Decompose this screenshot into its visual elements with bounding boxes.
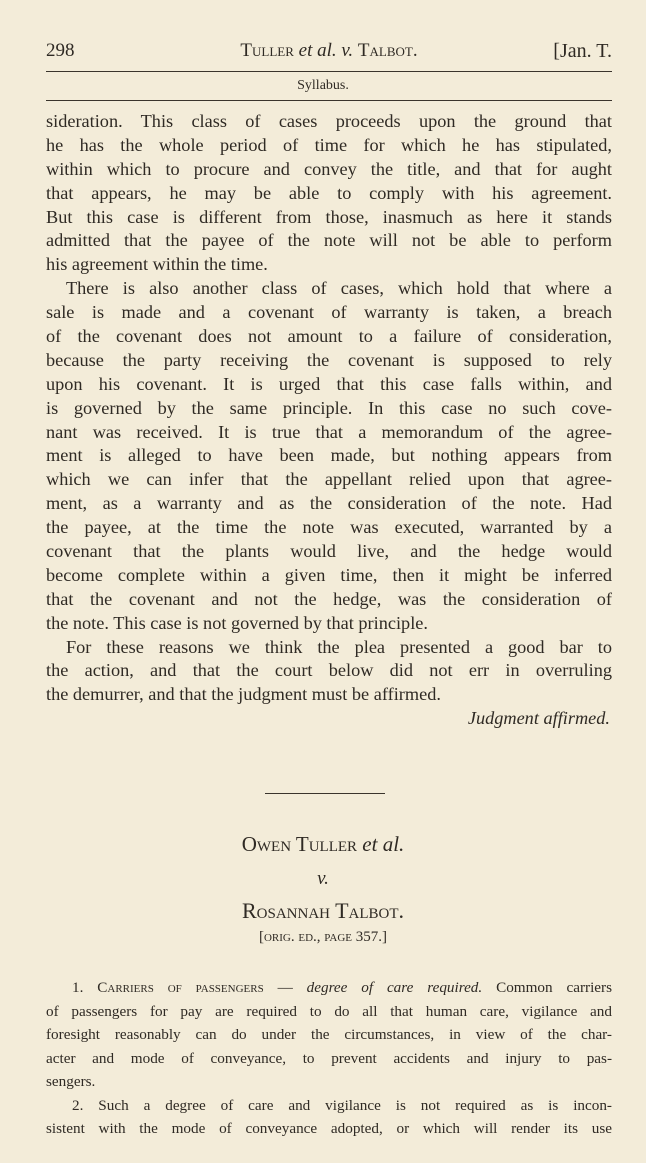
body-line: covenant that the plants would live, and the hedge would [46, 541, 612, 562]
page-number: 298 [46, 40, 75, 61]
body-line: For these reasons we think the plea presented a good bar to [66, 636, 612, 657]
plaintiff-etal: et al. [362, 832, 405, 856]
body-line: the demurrer, and that the judgment must be affirmed. [46, 684, 441, 705]
case-separator-rule [265, 793, 385, 794]
section-rule [46, 100, 612, 101]
body-line: ment is alleged to have been made, but nothing appears from [46, 445, 612, 466]
body-line: sale is made and a covenant of warranty is taken, a breach [46, 302, 612, 323]
body-line: ment, as a warranty and as the consideration of the note. Had [46, 493, 612, 514]
body-line: nant was received. It is true that a memorandum of the agree- [46, 421, 612, 442]
syllabus-line: foresight reasonably can do under the circumstances, in view of the char- [46, 1026, 612, 1043]
case-plaintiff [0, 832, 646, 857]
syllabus-dash: — [263, 979, 307, 996]
syllabus-subheading: degree of care required. [306, 979, 483, 996]
body-line: upon his covenant. It is urged that this case falls within, and [46, 373, 612, 394]
title-defendant: Talbot. [357, 40, 418, 61]
syllabus-line [46, 976, 612, 1000]
syllabus-text: Common carriers [496, 979, 613, 996]
body-line: the note. This case is not governed by that principle. [46, 612, 428, 633]
body-line: of the covenant does not amount to a failure of consideration, [46, 326, 612, 347]
body-line: admitted that the payee of the note will not be able to perform [46, 230, 612, 251]
body-line: sideration. This class of cases proceeds upon the ground that [46, 111, 612, 131]
syllabus-line: sengers. [46, 1073, 96, 1090]
body-line: But this case is different from those, inasmuch as here it stands [46, 206, 612, 227]
body-line: that the covenant and not the hedge, was the consideration of [46, 588, 612, 609]
body-line: within which to procure and convey the title, and that for aught [46, 158, 612, 179]
syllabus-line: of passengers for pay are required to do all that human care, vigilance and [46, 1002, 612, 1020]
syllabus [46, 976, 612, 1141]
plaintiff-name: Owen Tuller [241, 832, 358, 856]
body-line: There is also another class of cases, which hold that where a [66, 278, 612, 299]
body-line: become complete within a given time, then it might be inferred [46, 564, 612, 585]
body-line: he has the whole period of time for which he has stipulated, [46, 134, 612, 155]
judgment-affirmed: Judgment affirmed. [467, 708, 610, 729]
body-line: the action, and that the court below did not err in overruling [46, 660, 612, 681]
title-versus: v. [341, 40, 354, 61]
body-line: which we can infer that the appellant relied upon that agree- [46, 469, 612, 490]
case-citation: [orig. ed., page 357.] [258, 929, 387, 945]
header-rule [46, 71, 612, 72]
title-etal: et al. [298, 40, 337, 61]
syllabus-number: 1. [72, 979, 84, 996]
syllabus-line: sistent with the mode of conveyance adopted, or which will render its use [46, 1120, 612, 1137]
syllabus-heading: Carriers of passengers [97, 979, 264, 996]
body-line: his agreement within the time. [46, 254, 268, 275]
body-line: is governed by the same principle. In this case no such cove- [46, 397, 612, 418]
running-title [46, 40, 612, 62]
opinion-text [46, 110, 612, 731]
case-versus: v. [317, 868, 329, 889]
body-line: that appears, he may be able to comply with his agreement. [46, 182, 612, 203]
running-header [46, 40, 612, 66]
title-plaintiff: Tuller [240, 40, 294, 61]
syllabus-line: 2. Such a degree of care and vigilance is not required as is incon- [72, 1096, 612, 1114]
body-line: because the party receiving the covenant is supposed to rely [46, 349, 612, 370]
section-label: Syllabus. [297, 78, 349, 93]
syllabus-line: acter and mode of conveyance, to prevent accidents and injury to pas- [46, 1049, 612, 1067]
body-line: the payee, at the time the note was executed, warranted by a [46, 517, 612, 538]
term-label: [Jan. T. [553, 40, 612, 62]
case-defendant: Rosannah Talbot. [241, 898, 405, 923]
